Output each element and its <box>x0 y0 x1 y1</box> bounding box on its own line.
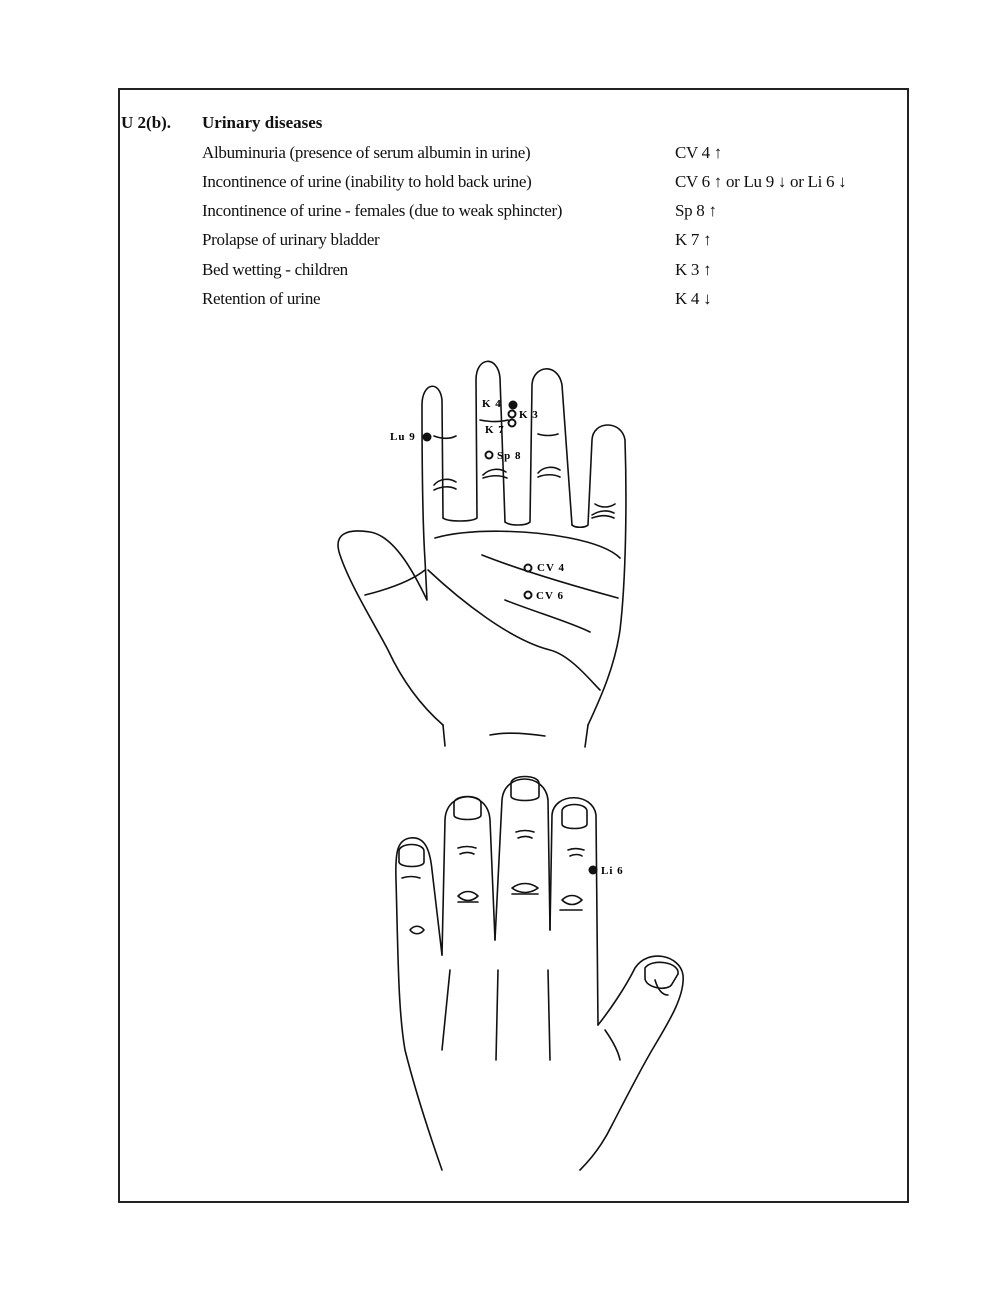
cv6-point-marker <box>525 592 532 599</box>
condition-name: Incontinence of urine - females (due to weak sphincter) <box>202 201 563 220</box>
condition-name: Prolapse of urinary bladder <box>202 230 380 249</box>
section-code: U 2(b). <box>121 113 172 132</box>
k7-point-marker <box>509 420 516 427</box>
cv6-label: CV 6 <box>536 590 564 602</box>
back-hand-diagram <box>380 770 700 1180</box>
condition-treatment: CV 4 ↑ <box>675 143 723 162</box>
condition-treatment: K 7 ↑ <box>675 230 712 249</box>
lu9-label: Lu 9 <box>390 431 416 443</box>
sp8-label: Sp 8 <box>497 450 522 462</box>
sp8-point-marker <box>486 452 493 459</box>
k7-label: K 7 <box>485 424 505 436</box>
condition-name: Incontinence of urine (inability to hold back urine) <box>202 172 532 191</box>
condition-name: Bed wetting - children <box>202 260 348 279</box>
condition-row <box>202 260 902 286</box>
condition-treatment: Sp 8 ↑ <box>675 201 717 220</box>
condition-row <box>202 201 902 227</box>
condition-name: Retention of urine <box>202 289 321 308</box>
k3-label: K 3 <box>519 409 539 421</box>
condition-treatment: K 3 ↑ <box>675 260 712 279</box>
condition-name: Albuminuria (presence of serum albumin in urine) <box>202 143 531 162</box>
cv4-label: CV 4 <box>537 562 565 574</box>
back-hand-outline <box>396 777 683 1171</box>
condition-treatment: CV 6 ↑ or Lu 9 ↓ or Li 6 ↓ <box>675 172 847 191</box>
k3-point-marker <box>509 411 516 418</box>
k4-label: K 4 <box>482 398 502 410</box>
palm-outline <box>338 361 626 747</box>
palm-diagram <box>330 350 640 750</box>
condition-row <box>202 172 902 198</box>
condition-row <box>202 143 902 169</box>
cv4-point-marker <box>525 565 532 572</box>
k4-point-marker <box>509 401 518 410</box>
condition-row <box>202 230 902 256</box>
li6-label: Li 6 <box>601 865 624 877</box>
condition-row <box>202 289 902 315</box>
li6-point-marker <box>589 866 598 875</box>
lu9-point-marker <box>423 433 432 442</box>
condition-treatment: K 4 ↓ <box>675 289 712 308</box>
section-title: Urinary diseases <box>202 113 323 132</box>
